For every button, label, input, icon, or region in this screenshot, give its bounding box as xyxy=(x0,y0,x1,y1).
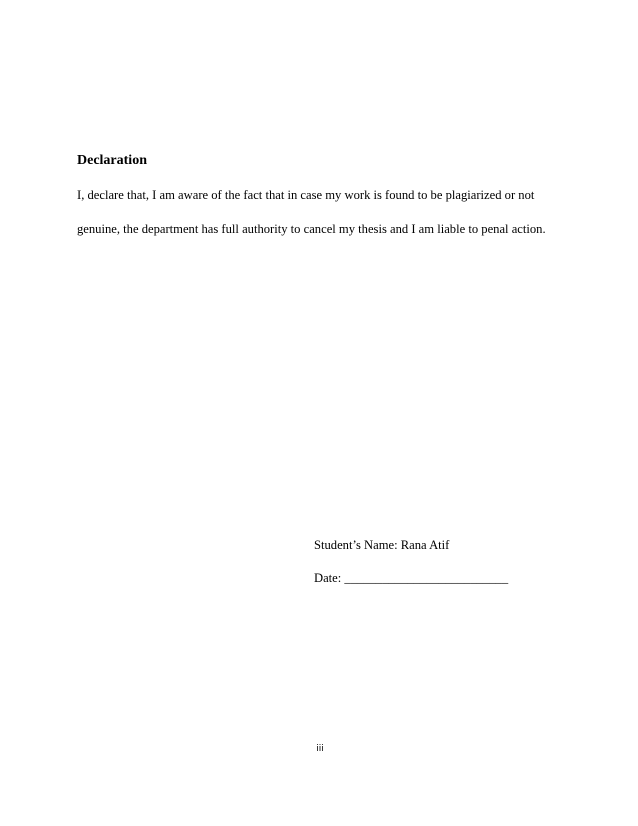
date-line: Date: __________________________ xyxy=(314,571,509,585)
page-number xyxy=(0,743,638,755)
declaration-text-line-2: genuine, the department has full authority to cancel my thesis and I am liable to penal action. xyxy=(77,222,546,236)
declaration-text-line-1: I, declare that, I am aware of the fact that in case my work is found to be plagiarized or not xyxy=(77,188,535,202)
declaration-heading: Declaration xyxy=(77,153,147,168)
student-name-line: Student’s Name: Rana Atif xyxy=(314,538,450,552)
page-number-text: iii xyxy=(316,744,324,754)
